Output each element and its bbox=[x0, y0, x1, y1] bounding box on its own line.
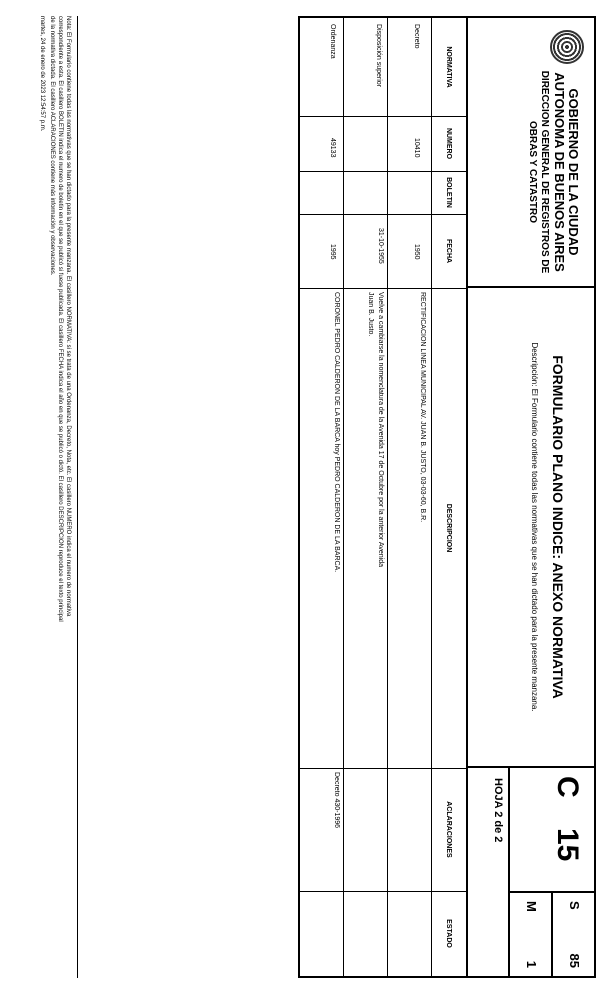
row2-fecha: 31-10-1955 bbox=[377, 228, 384, 264]
row2-descripcion-line1: Vuelve a cambiarse la nomenclatura de la Avenida 17 de Octubre por la anterior Avenida bbox=[377, 292, 384, 567]
organization-name bbox=[552, 66, 580, 278]
row3-fecha: 1995 bbox=[329, 244, 336, 260]
form-description: Descripción: El Formulario contiene todas las normativas que se han dictado para la presente manzana. bbox=[530, 342, 539, 712]
header-numero: NUMERO bbox=[445, 127, 452, 160]
row3-aclaraciones: Decreto 430-1996 bbox=[333, 772, 340, 829]
row3-numero: 49133 bbox=[329, 138, 336, 158]
row3-descripcion: CORONEL PEDRO CALDERON DE LA BARCA hoy PEDRO CALDERON DE LA BARCA. bbox=[333, 292, 340, 573]
org-line-2: AUTONOMA DE BUENOS AIRES bbox=[552, 72, 567, 272]
header-estado: ESTADO bbox=[445, 919, 452, 948]
code-block bbox=[468, 768, 594, 976]
footer-note-line3: de la normativa dictada. El casillero ACLARACIONES contiene más información y observaciones. bbox=[49, 16, 55, 276]
m-label: M bbox=[524, 901, 539, 912]
footer-divider bbox=[77, 16, 78, 978]
directorate-name bbox=[526, 66, 550, 278]
code-letter: C bbox=[551, 776, 584, 798]
s-label: S bbox=[567, 901, 582, 910]
s-value: 85 bbox=[567, 953, 582, 968]
organization-block bbox=[468, 18, 594, 288]
sheet-number: HOJA 2 de 2 bbox=[492, 778, 504, 843]
row1-normativa: Decreto bbox=[413, 24, 420, 49]
header-normativa: NORMATIVA bbox=[445, 46, 452, 88]
code-number: 15 bbox=[551, 828, 584, 862]
org-line-3: DIRECCION GENERAL DE REGISTROS DE bbox=[539, 70, 550, 274]
header-boletin: BOLETIN bbox=[445, 177, 452, 208]
header-fecha: FECHA bbox=[445, 238, 452, 264]
footer-note-line2: correspondiente a esta. El casillero BOLETIN indica el numero de boletin en el que se publicó si fuese publicada. El casillero FECHA indica el año en que se publicó o dictó. El casillero DESCRIPCION reproduce el texto principal bbox=[57, 16, 63, 622]
seccion-cell bbox=[551, 893, 594, 976]
manzana-cell bbox=[508, 893, 551, 976]
footer-note-line1: Nota: El Formulario contiene todas las normativas que se han dictado para la presente manzana. El casillero NORMATIVA: si se trata de una Ordenanza, Decreto, Nota, etc. El casillero NUMERO indica el numero de normativa bbox=[65, 16, 71, 617]
header-descripcion: DESCRIPCION bbox=[445, 503, 452, 553]
form-header bbox=[466, 16, 596, 978]
footer-timestamp: martes, 24 de enero de 2023 12:54:57 p.m. bbox=[39, 16, 45, 132]
row1-fecha: 1950 bbox=[413, 244, 420, 260]
org-line-1: GOBIERNO DE LA CIUDAD bbox=[566, 88, 581, 256]
header-aclaraciones: ACLARACIONES bbox=[445, 801, 452, 858]
form-title: FORMULARIO PLANO INDICE: ANEXO NORMATIVA bbox=[550, 355, 566, 699]
row1-descripcion: RECTIFICACION LINEA MUNICIPAL AV. JUAN B. JUSTO, 03-03-60, B.R. bbox=[419, 292, 426, 523]
normativa-table bbox=[298, 16, 466, 978]
org-line-4: OBRAS Y CATASTRO bbox=[527, 120, 538, 224]
form-title-block bbox=[468, 288, 594, 768]
row2-normativa: Disposición superior bbox=[375, 24, 382, 88]
government-seal-icon bbox=[550, 30, 584, 64]
row1-numero: 10410 bbox=[413, 138, 420, 158]
circunscripcion-cell bbox=[508, 768, 594, 893]
row2-descripcion-line2: Juan B. Justo. bbox=[367, 292, 374, 337]
m-value: 1 bbox=[524, 960, 539, 968]
row3-normativa: Ordenanza bbox=[329, 24, 336, 59]
